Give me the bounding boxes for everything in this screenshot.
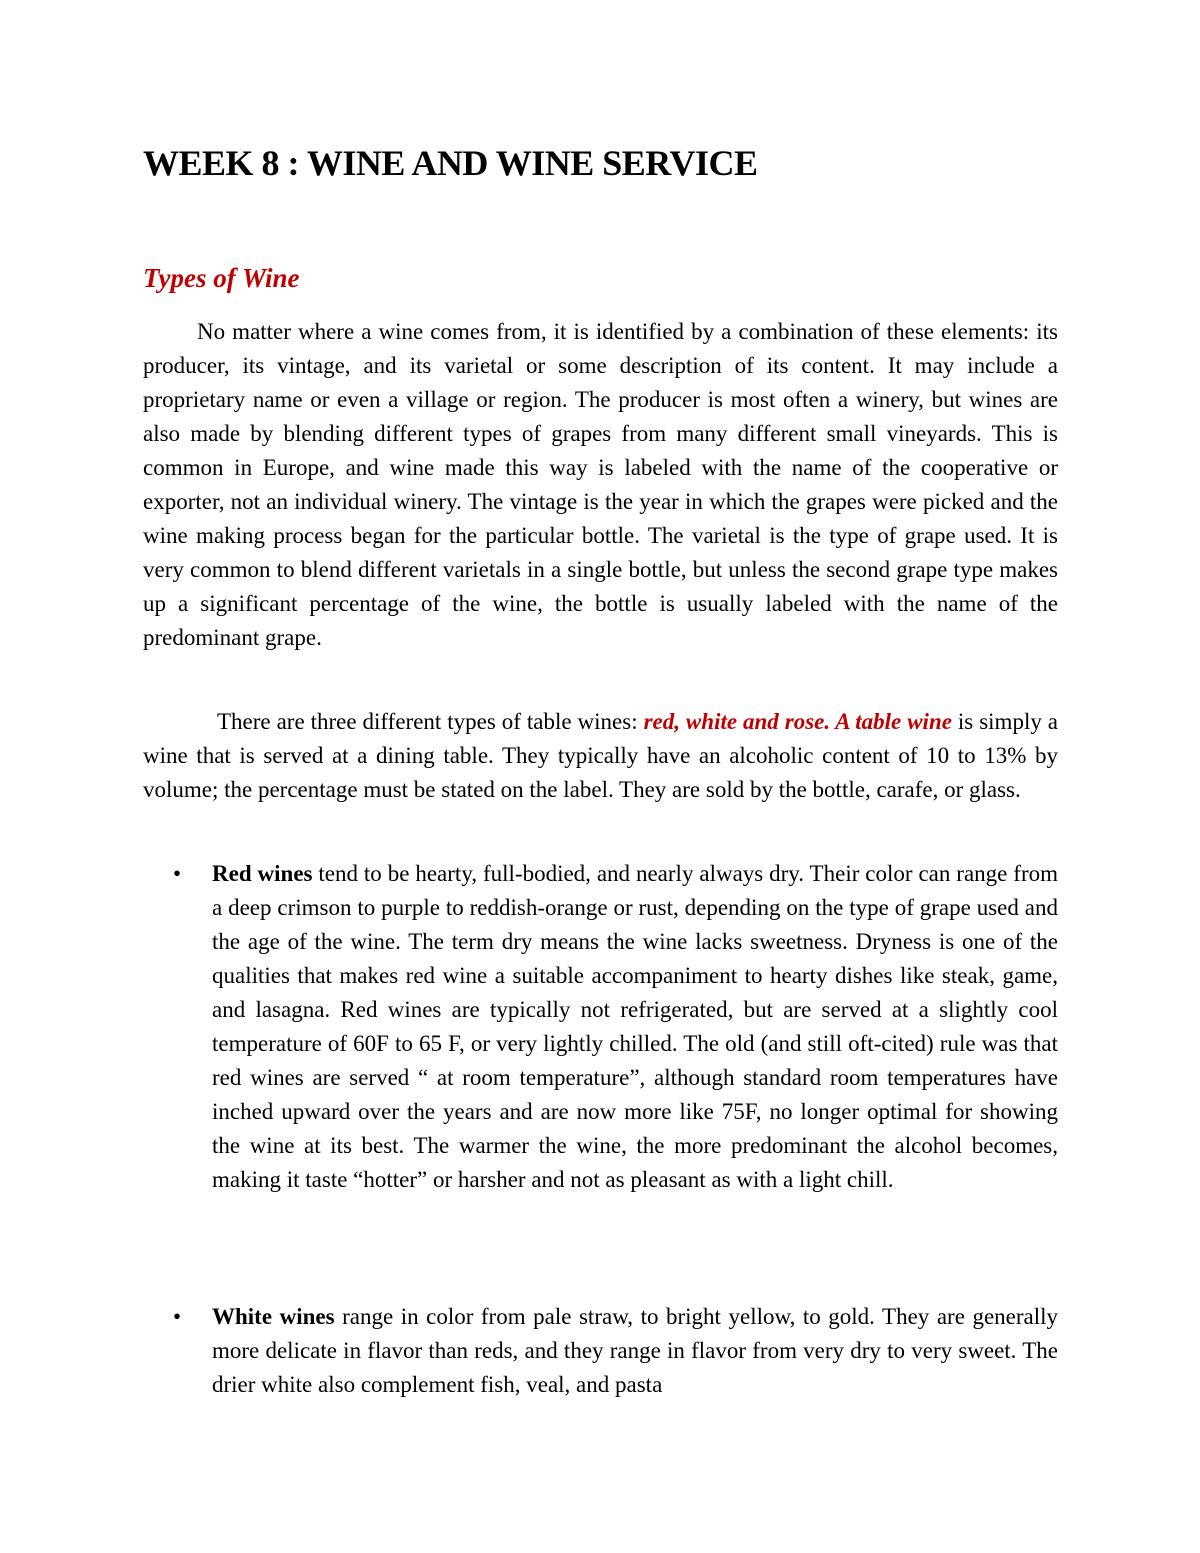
bullet-text-red-wines xyxy=(212,857,1058,1197)
bullet-lead-red-wines: Red wines xyxy=(212,861,313,886)
bullet-body-red-wines: tend to be hearty, full-bodied, and nearly always dry. Their color can range from a deep crimson to purple to reddish-orange or rust, depending on the type of grape used and the age of the wine. The term dry means the wine lacks sweetness. Dryness is one of the qualities that makes red wine a suitable accompaniment to hearty dishes like steak, game, and lasagna. Red wines are typically not refrigerated, but are served at a slightly cool temperature of 60F to 65 F, or very lightly chilled. The old (and still oft-cited) rule was that red wines are served “ at room temperature”, although standard room temperatures have inched upward over the years and are now more like 75F, no longer optimal for showing the wine at its best. The warmer the wine, the more predominant the alcohol becomes, making it taste “hotter” or harsher and not as pleasant as with a light chill. xyxy=(212,861,1058,1192)
paragraph-table-wines-body: is simply a wine that is served at a dining table. They typically have an alcoholic content of 10 to 13% by volume; the percentage must be stated on the label. They are sold by the bottle, carafe, or glass. xyxy=(143,709,1059,802)
bullet-lead-white-wines: White wines xyxy=(212,1304,335,1329)
bullet-item-white-wines xyxy=(173,1300,1059,1402)
paragraph-wine-identification: No matter where a wine comes from, it is identified by a combination of these elements: its producer, its vintage, and its varietal or some description of its content. It may include a proprietary name or even a village or region. The producer is most often a winery, but wines are also made by blending different types of grapes from many different small vineyards. This is common in Europe, and wine made this way is labeled with the name of the cooperative or exporter, not an individual winery. The vintage is the year in which the grapes were picked and the wine making process began for the particular bottle. The varietal is the type of grape used. It is very common to blend different varietals in a single bottle, but unless the second grape type makes up a significant percentage of the wine, the bottle is usually labeled with the name of the predominant grape. xyxy=(143,319,1058,650)
paragraph-table-wines-intro: There are three different types of table wines: xyxy=(217,709,644,734)
bullet-icon: • xyxy=(173,1304,182,1329)
bullet-icon: • xyxy=(173,861,182,886)
document-title: WEEK 8 : WINE AND WINE SERVICE xyxy=(143,143,758,183)
table-wine-types-emphasis: red, white and rose. A table wine xyxy=(643,709,952,734)
paragraph-table-wines xyxy=(143,705,1058,807)
bullet-item-red-wines xyxy=(173,857,1058,1197)
bullet-text-white-wines xyxy=(212,1300,1058,1402)
bullet-body-white-wines: range in color from pale straw, to bright yellow, to gold. They are generally more delicate in flavor than reds, and they range in flavor from very dry to very sweet. The drier white also complement fish, veal, and pasta xyxy=(212,1304,1059,1397)
section-heading-types-of-wine: Types of Wine xyxy=(143,263,300,293)
